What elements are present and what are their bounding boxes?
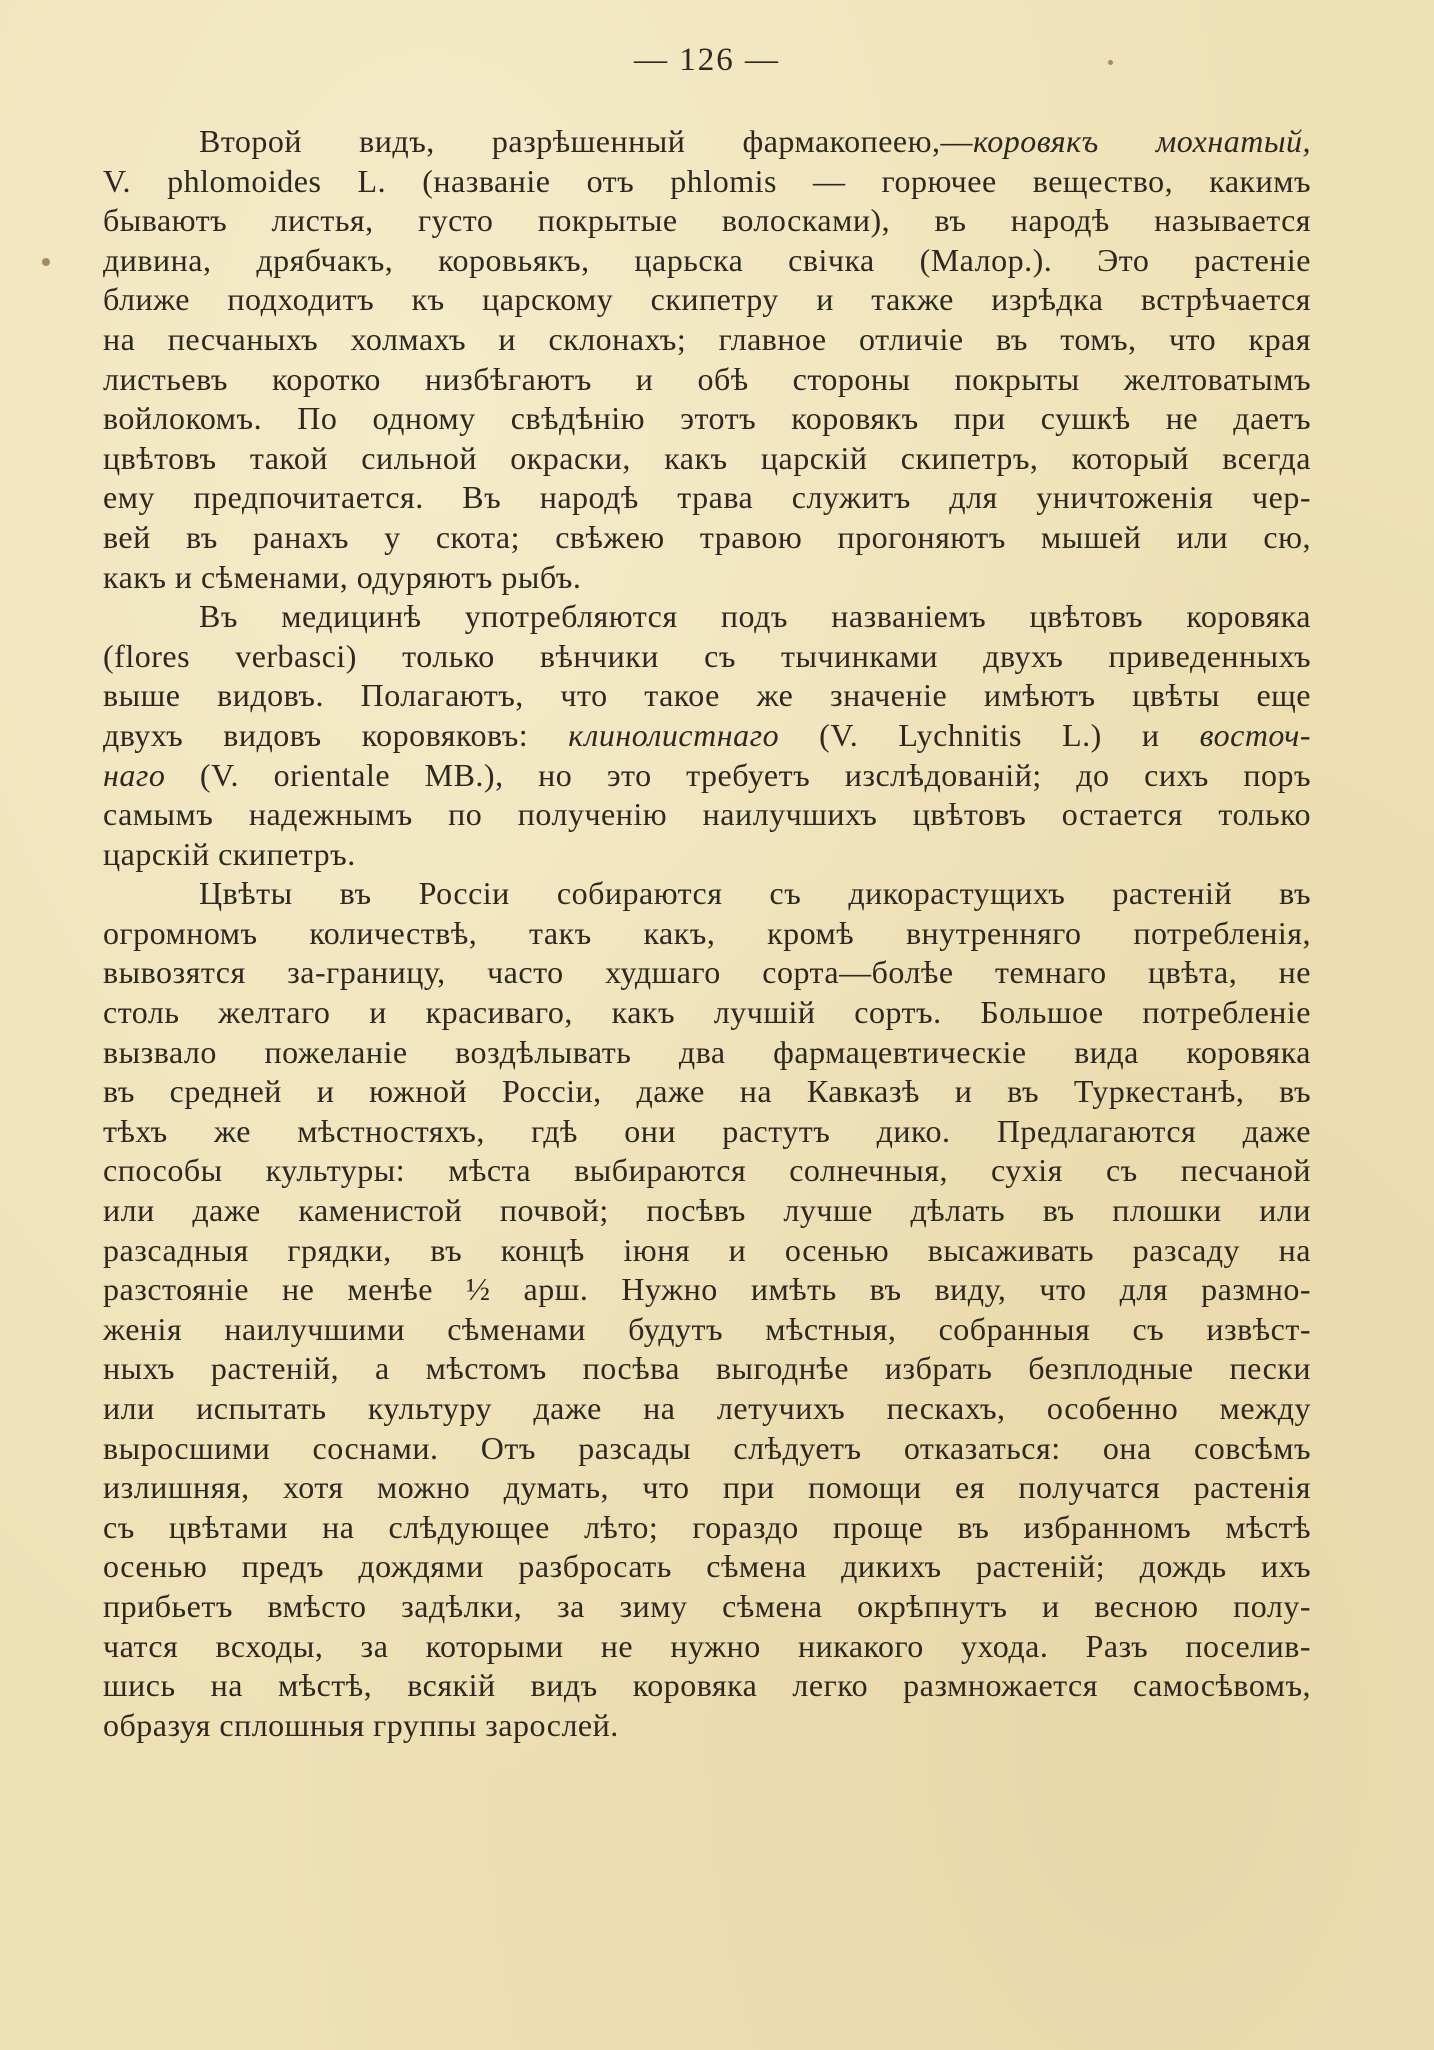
line-text: (flores verbasci) только вѣнчики съ тычинками двухъ приведенныхъ <box>103 637 1311 674</box>
text-line <box>103 320 1311 360</box>
line-text: излишняя, хотя можно думать, что при помощи ея получатся растенія <box>103 1469 1311 1506</box>
line-text: или даже каменистой почвой; посѣвъ лучше дѣлать въ плошки или <box>103 1192 1311 1229</box>
line-text: войлокомъ. По одному свѣдѣнію этотъ коровякъ при сушкѣ не даетъ <box>103 400 1311 437</box>
text-line <box>103 1349 1311 1389</box>
line-text: съ цвѣтами на слѣдующее лѣто; гораздо проще въ избранномъ мѣстѣ <box>103 1508 1311 1545</box>
text-line <box>103 1666 1311 1706</box>
text-line <box>103 1270 1311 1310</box>
text-line <box>103 1112 1311 1152</box>
text-line <box>103 1508 1311 1548</box>
text-line <box>103 874 1311 914</box>
text-line <box>103 1231 1311 1271</box>
italic-text: наго <box>103 756 166 793</box>
line-text: способы культуры: мѣста выбираются солнечныя, сухія съ песчаной <box>103 1152 1311 1189</box>
text-line <box>103 756 1311 796</box>
line-text: или испытать культуру даже на летучихъ пескахъ, особенно между <box>103 1390 1311 1426</box>
line-text: чатся всходы, за которыми не нужно никакого ухода. Разъ поселив- <box>103 1627 1311 1664</box>
line-text: цвѣтовъ такой сильной окраски, какъ царскій скипетръ, который всегда <box>103 439 1311 476</box>
paragraph <box>103 597 1311 874</box>
book-page <box>103 40 1311 1745</box>
text-line <box>103 1706 1311 1746</box>
text-line <box>103 1429 1311 1469</box>
italic-text: клинолистнаго <box>568 716 780 753</box>
line-text: вызвало пожеланіе воздѣлывать два фармацевтическіе вида коровяка <box>103 1033 1311 1070</box>
line-text: (V. orientale MB.), но это требуетъ изслѣдованій; до сихъ поръ <box>165 756 1311 793</box>
line-text: двухъ видовъ коровяковъ: <box>103 716 569 753</box>
text-line <box>103 399 1311 439</box>
line-text: V. phlomoides L. (названіе отъ phlomis — горючее вещество, какимъ <box>103 162 1311 199</box>
text-line <box>103 835 1311 875</box>
text-line <box>103 162 1311 202</box>
line-text: ныхъ растеній, а мѣстомъ посѣва выгоднѣе избрать безплодные пески <box>103 1350 1311 1387</box>
line-text: образуя сплошныя группы зарослей. <box>103 1706 619 1743</box>
text-line <box>103 953 1311 993</box>
text-line <box>103 1033 1311 1073</box>
line-text: бываютъ листья, густо покрытые волосками), въ народѣ называется <box>103 202 1311 239</box>
text-line <box>103 122 1311 162</box>
line-text: выросшими соснами. Отъ разсады слѣдуетъ отказаться: она совсѣмъ <box>103 1429 1311 1466</box>
text-line <box>103 795 1311 835</box>
text-line <box>103 1310 1311 1350</box>
line-text: на песчаныхъ холмахъ и склонахъ; главное отличіе въ томъ, что края <box>103 320 1311 357</box>
line-text: вей въ ранахъ у скота; свѣжею травою прогоняютъ мышей или сю, <box>103 518 1311 555</box>
text-line <box>103 439 1311 479</box>
line-text: Цвѣты въ Россіи собираются съ дикорастущихъ растеній въ <box>199 875 1311 912</box>
text-line <box>103 360 1311 400</box>
line-text: въ средней и южной Россіи, даже на Кавказѣ и въ Туркестанѣ, въ <box>103 1073 1311 1110</box>
text-line <box>103 597 1311 637</box>
line-text: Второй видъ, разрѣшенный фармакопеею,— <box>199 123 974 159</box>
line-text: вывозятся за-границу, часто худшаго сорта—болѣе темнаго цвѣта, не <box>103 954 1311 991</box>
line-text: шись на мѣстѣ, всякій видъ коровяка легко размножается самосѣвомъ, <box>103 1667 1311 1704</box>
text-line <box>103 637 1311 677</box>
text-line <box>103 201 1311 241</box>
line-text: царскій скипетръ. <box>103 835 356 872</box>
text-line <box>103 518 1311 558</box>
line-text: дивина, дрябчакъ, коровьякъ, царьска свічка (Малор.). Это растеніе <box>103 241 1311 278</box>
line-text: какъ и сѣменами, одуряютъ рыбъ. <box>103 558 582 595</box>
line-text: разсадныя грядки, въ концѣ іюня и осенью высаживать разсаду на <box>103 1231 1311 1268</box>
line-text: прибьетъ вмѣсто задѣлки, за зиму сѣмена окрѣпнутъ и весною полу- <box>103 1587 1311 1624</box>
text-line <box>103 280 1311 320</box>
text-line <box>103 1587 1311 1627</box>
line-text: разстояніе не менѣе ½ арш. Нужно имѣть въ виду, что для размно- <box>103 1271 1311 1308</box>
text-line <box>103 1468 1311 1508</box>
page-number-header: — 126 — <box>634 42 780 78</box>
line-text: столь желтаго и красиваго, какъ лучшій сортъ. Большое потребленіе <box>103 994 1311 1031</box>
text-line <box>103 1072 1311 1112</box>
line-text: Въ медицинѣ употребляются подъ названіемъ цвѣтовъ коровяка <box>199 598 1311 635</box>
line-text: осенью предъ дождями разбросать сѣмена дикихъ растеній; дождь ихъ <box>103 1548 1311 1585</box>
line-text: тѣхъ же мѣстностяхъ, гдѣ они растутъ дико. Предлагаются даже <box>103 1112 1311 1149</box>
italic-text: восточ- <box>1199 716 1312 753</box>
line-text: женія наилучшими сѣменами будутъ мѣстныя, собранныя съ извѣст- <box>103 1310 1311 1347</box>
line-text: листьевъ коротко низбѣгаютъ и обѣ стороны покрыты желтоватымъ <box>103 360 1311 397</box>
line-text: (V. Lychnitis L.) и <box>779 716 1200 753</box>
line-text: огромномъ количествѣ, такъ какъ, кромѣ внутренняго потребленія, <box>103 914 1311 951</box>
text-line <box>103 716 1311 756</box>
paper-spot <box>1108 60 1113 65</box>
text-line <box>103 993 1311 1033</box>
text-line <box>103 676 1311 716</box>
paragraph <box>103 874 1311 1745</box>
text-line <box>103 1547 1311 1587</box>
italic-text: коровякъ мохнатый, <box>973 123 1312 159</box>
text-line <box>103 1191 1311 1231</box>
body-text <box>103 122 1311 1745</box>
text-line <box>103 1627 1311 1667</box>
line-text: ближе подходитъ къ царскому скипетру и также изрѣдка встрѣчается <box>103 281 1311 318</box>
text-line <box>103 1151 1311 1191</box>
paragraph <box>103 122 1311 597</box>
paper-spot <box>42 258 50 266</box>
line-text: ему предпочитается. Въ народѣ трава служитъ для уничтоженія чер- <box>103 479 1311 516</box>
text-line <box>103 241 1311 281</box>
text-line <box>103 914 1311 954</box>
text-line <box>103 558 1311 598</box>
text-line <box>103 1389 1311 1429</box>
line-text: выше видовъ. Полагаютъ, что такое же значеніе имѣютъ цвѣты еще <box>103 677 1311 714</box>
text-line <box>103 478 1311 518</box>
line-text: самымъ надежнымъ по полученію наилучшихъ цвѣтовъ остается только <box>103 796 1311 833</box>
